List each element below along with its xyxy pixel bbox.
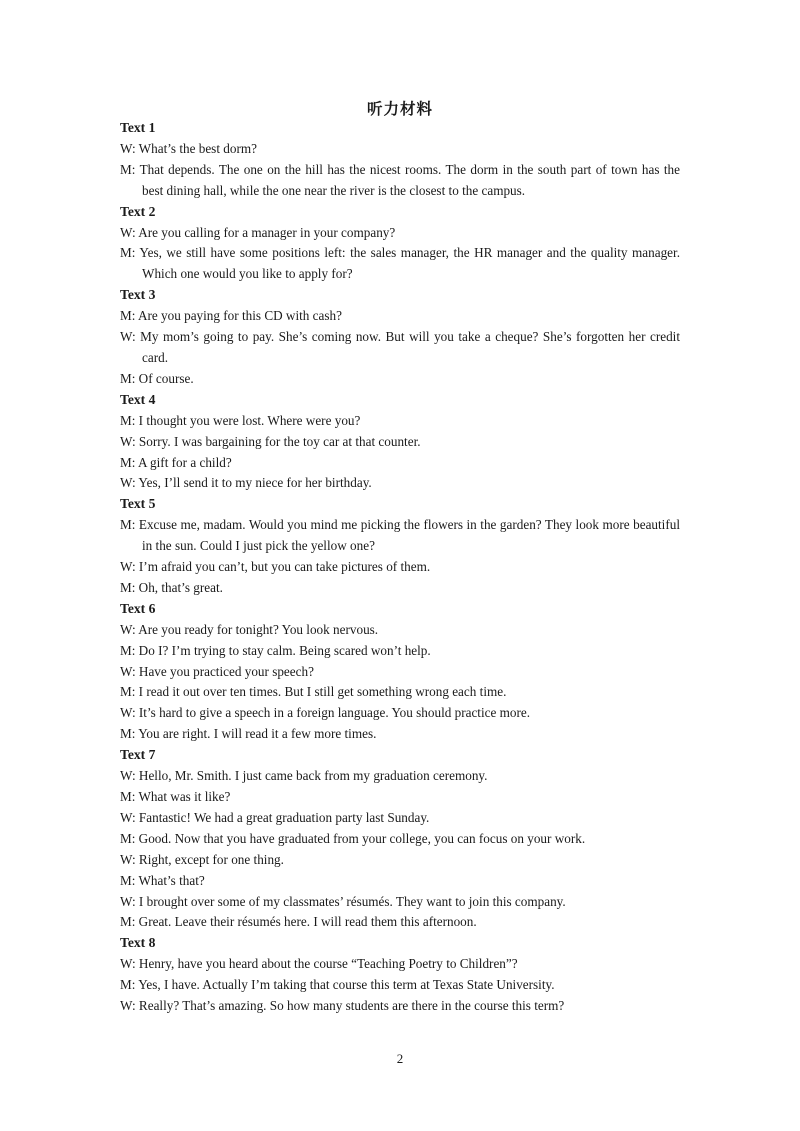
section-text-8 [120,933,680,1017]
section-heading: Text 3 [120,287,156,303]
dialogue-line: W: Yes, I’ll send it to my niece for her birthday. [120,475,372,491]
section-heading: Text 1 [120,120,156,135]
section-text-5 [120,494,680,599]
dialogue-line: M: A gift for a child? [120,454,232,470]
section-heading: Text 6 [120,600,156,616]
page-title: 听力材料 [366,100,433,118]
transcript-body [120,118,680,1017]
dialogue-line: W: I’m afraid you can’t, but you can take pictures of them. [120,559,431,575]
dialogue-line: M: Oh, that’s great. [120,579,223,595]
dialogue-line: M: Yes, I have. Actually I’m taking that course this term at Texas State University. [120,977,555,993]
dialogue-line: M: I thought you were lost. Where were you? [120,412,361,428]
dialogue-line: W: My mom’s going to pay. She’s coming now. But will you take a cheque? She’s forgotten her credit card. [120,329,680,365]
dialogue-line: W: Fantastic! We had a great graduation party last Sunday. [120,809,430,825]
dialogue-line: M: Are you paying for this CD with cash? [120,308,342,324]
dialogue-line: W: Henry, have you heard about the course “Teaching Poetry to Children”? [120,956,518,972]
dialogue-line: W: Are you calling for a manager in your company? [120,224,396,240]
section-text-2 [120,202,680,286]
dialogue-line: M: What was it like? [120,789,231,804]
dialogue-line: M: Excuse me, madam. Would you mind me picking the flowers in the garden? They look more beautiful in the sun. Could I just pick the yellow one? [120,517,680,554]
section-heading: Text 2 [120,203,156,219]
dialogue-line: M: I read it out over ten times. But I still get something wrong each time. [120,684,507,700]
section-text-4 [120,390,680,495]
dialogue-line: M: Yes, we still have some positions left: the sales manager, the HR manager and the quality manager. Which one would you like to apply for? [120,245,680,282]
dialogue-line: W: Really? That’s amazing. So how many students are there in the course this term? [120,998,565,1014]
dialogue-line: W: Sorry. I was bargaining for the toy car at that counter. [120,433,421,449]
dialogue-line: M: Of course. [120,370,194,386]
dialogue-line: M: You are right. I will read it a few more times. [120,726,377,742]
dialogue-line: M: What’s that? [120,872,205,888]
section-text-7 [120,745,680,933]
dialogue-line: W: It’s hard to give a speech in a foreign language. You should practice more. [120,705,531,721]
section-text-6 [120,599,680,745]
dialogue-line: M: Good. Now that you have graduated from your college, you can focus on your work. [120,830,586,846]
section-heading: Text 7 [120,747,156,763]
dialogue-line: W: Are you ready for tonight? You look nervous. [120,621,379,637]
dialogue-line: M: Do I? I’m trying to stay calm. Being scared won’t help. [120,642,431,658]
dialogue-line: W: Have you practiced your speech? [120,663,314,679]
dialogue-line: W: I brought over some of my classmates’ résumés. They want to join this company. [120,893,566,909]
section-text-1 [120,118,680,202]
section-heading: Text 5 [120,496,156,512]
dialogue-line: W: Right, except for one thing. [120,851,284,867]
dialogue-line: M: That depends. The one on the hill has the nicest rooms. The dorm in the south part of town has the best dining hall, while the one near the river is the closest to the campus. [120,161,680,198]
page-number: 2 [396,1051,404,1066]
section-heading: Text 4 [120,391,156,407]
dialogue-line: M: Great. Leave their résumés here. I will read them this afternoon. [120,914,477,930]
dialogue-line: W: What’s the best dorm? [120,140,257,156]
dialogue-line: W: Hello, Mr. Smith. I just came back from my graduation ceremony. [120,768,488,784]
section-text-3 [120,285,680,390]
section-heading: Text 8 [120,935,156,951]
